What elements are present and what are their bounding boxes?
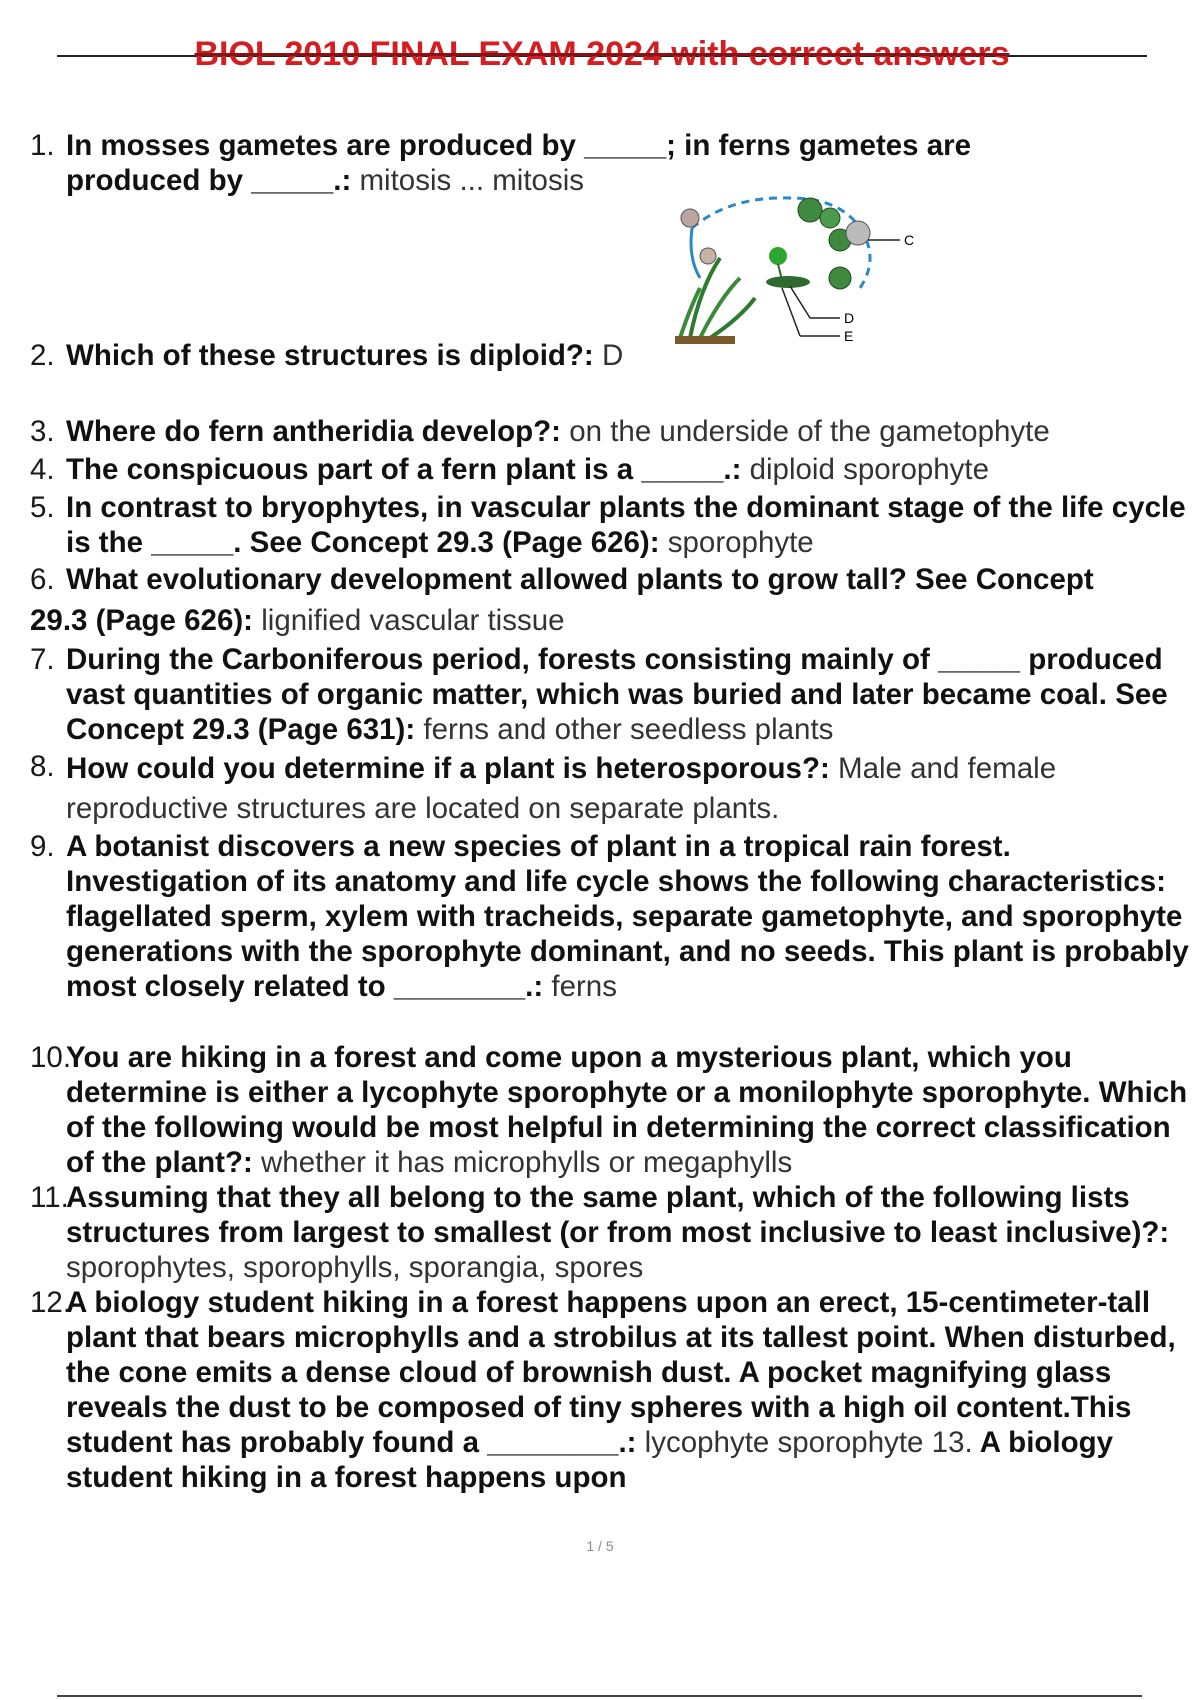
question-text: In contrast to bryophytes, in vascular plants the dominant stage of the life cycle is the _____. See Concept 29.3 (Page 626): <box>66 491 1186 559</box>
title-block <box>57 32 1147 76</box>
question-number: 8. <box>30 750 55 783</box>
answer-text: ferns and other seedless plants <box>415 713 834 746</box>
answer-text: lycophyte sporophyte 13. <box>636 1426 973 1459</box>
answer-text: diploid sporophyte <box>741 453 990 486</box>
question-item-8 <box>30 749 1150 829</box>
question-number: 1. <box>30 129 55 162</box>
question-13-text: A biology student hiking in a forest happens upon <box>66 1426 1114 1494</box>
question-text: A biology student hiking in a forest happens upon an erect, 15-centimeter-tall plant that bears microphylls and a strobilus at its tallest point. When disturbed, the cone emits a dense cloud of brownish dust. A pocket magnifying glass reveals the dust to be composed of tiny spheres with a high oil content.This student has probably found a ________.: <box>66 1286 1176 1459</box>
spore-icon <box>681 209 716 264</box>
question-text-continued: 29.3 (Page 626): <box>30 604 254 637</box>
question-text: During the Carboniferous period, forests consisting mainly of _____ produced vast quantities of organic matter, which was buried and later became coal. See Concept 29.3 (Page 631): <box>66 643 1168 746</box>
question-item-2 <box>30 338 730 373</box>
answer-text: lignified vascular tissue <box>253 604 565 637</box>
answer-text: sporophyte <box>659 526 814 559</box>
question-number: 11. <box>30 1181 69 1214</box>
question-number: 2. <box>30 339 55 372</box>
answer-text: D <box>593 339 624 372</box>
gametophyte-icons <box>798 198 870 289</box>
page-number: 1 / 5 <box>586 1538 614 1554</box>
young-sporophyte-icon <box>766 247 810 288</box>
cycle-arrow-left <box>691 228 700 278</box>
question-item-6 <box>30 562 1200 638</box>
diagram-label-c: C <box>904 232 915 248</box>
question-text: A botanist discovers a new species of plant in a tropical rain forest. Investigation of its anatomy and life cycle shows the following characteristics: flagellated sperm, xylem with tracheids, separate gametophyte, and sporophyte generations with the sporophyte dominant, and no seeds. This plant is probably most closely related to ________.: <box>66 830 1189 1003</box>
question-text: You are hiking in a forest and come upon a mysterious plant, which you determine is either a lycophyte sporophyte or a monilophyte sporophyte. Which of the following would be most helpful in determining the correct classification of the plant?: <box>66 1041 1188 1179</box>
question-item-11 <box>30 1180 1200 1285</box>
question-number: 9. <box>30 830 55 863</box>
question-number: 6. <box>30 563 55 596</box>
answer-text: sporophytes, sporophylls, sporangia, spores <box>66 1251 644 1284</box>
question-number: 3. <box>30 415 55 448</box>
question-text: How could you determine if a plant is heterosporous?: <box>66 752 830 785</box>
diagram-label-e: E <box>844 328 854 344</box>
question-item-4 <box>30 452 1150 487</box>
question-text: The conspicuous part of a fern plant is a _____.: <box>66 453 742 486</box>
question-item-9 <box>30 829 1200 1004</box>
mature-fern-icon <box>675 258 755 344</box>
question-number: 5. <box>30 491 55 524</box>
question-item-12 <box>30 1285 1200 1495</box>
answer-text: whether it has microphylls or megaphylls <box>252 1146 793 1179</box>
answer-text: Male and female reproductive structures are located on separate plants. <box>66 752 1057 825</box>
question-text: Where do fern antheridia develop?: <box>66 415 562 448</box>
question-text: Which of these structures is diploid?: <box>66 339 594 372</box>
diagram-label-d: D <box>844 310 855 326</box>
bottom-rule <box>57 1695 1142 1697</box>
question-text: Assuming that they all belong to the same plant, which of the following lists structures from largest to smallest (or from most inclusive to least inclusive)?: <box>66 1181 1170 1249</box>
question-number: 12. <box>30 1286 72 1319</box>
question-item-10 <box>30 1040 1200 1180</box>
question-text: In mosses gametes are produced by _____; in ferns gametes are produced by _____.: <box>66 129 972 197</box>
question-text: What evolutionary development allowed plants to grow tall? See Concept <box>66 563 1094 596</box>
question-number: 10. <box>30 1041 72 1074</box>
question-item-5 <box>30 490 1200 560</box>
question-number: 7. <box>30 643 55 676</box>
question-number: 4. <box>30 453 55 486</box>
question-item-3 <box>30 414 1150 449</box>
question-item-7 <box>30 642 1180 747</box>
answer-text: mitosis ... mitosis <box>351 164 585 197</box>
answer-text: ferns <box>543 970 617 1003</box>
page-title: BIOL 2010 FINAL EXAM 2024 with correct answers <box>194 35 1010 73</box>
answer-text: on the underside of the gametophyte <box>561 415 1050 448</box>
fern-life-cycle-diagram <box>670 188 950 368</box>
